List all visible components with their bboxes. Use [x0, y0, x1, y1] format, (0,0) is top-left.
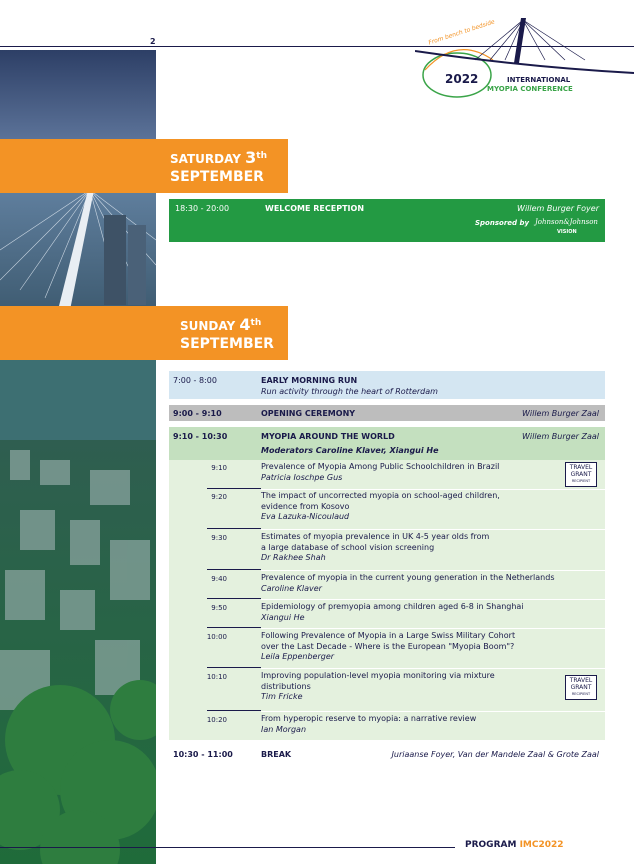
talk-speaker: Ian Morgan	[261, 724, 307, 734]
sunday-suffix: th	[250, 318, 262, 328]
talk-title: Epidemiology of premyopia among children aged 6-8 in Shanghai	[261, 602, 524, 611]
footer-imc: IMC2022	[519, 840, 564, 850]
sunday-day: SUNDAY	[180, 319, 236, 333]
sponsor-sub: VISION	[557, 229, 577, 235]
saturday-num: 3	[245, 148, 257, 167]
talk-title: The impact of uncorrected myopia on school-aged children,	[261, 491, 500, 500]
talk-speaker: Patricia Ioschpe Gus	[261, 472, 343, 482]
logo-year: 2022	[445, 72, 479, 86]
welcome-reception-row	[169, 199, 605, 242]
talk-title: From hyperopic reserve to myopia: a narrative review	[261, 714, 477, 723]
break-row	[169, 746, 605, 764]
session-title: MYOPIA AROUND THE WORLD	[261, 432, 395, 441]
break-title: BREAK	[261, 750, 292, 759]
opening-time: 9:00 - 9:10	[173, 409, 222, 418]
talk-title: Prevalence of Myopia Among Public Schoolchildren in Brazil	[261, 462, 500, 471]
session-venue: Willem Burger Zaal	[521, 432, 599, 441]
opening-title: OPENING CEREMONY	[261, 409, 356, 418]
saturday-banner	[0, 139, 288, 193]
talk-item	[169, 489, 605, 529]
talk-time: 9:40	[211, 575, 227, 583]
talk-speaker: Dr Rakhee Shah	[261, 553, 326, 562]
talk-time: 10:10	[206, 673, 227, 681]
talk-speaker: Caroline Klaver	[261, 583, 322, 593]
sponsored-label: Sponsored by	[475, 219, 530, 227]
run-title: EARLY MORNING RUN	[261, 376, 358, 385]
break-time: 10:30 - 11:00	[173, 750, 233, 759]
footer-rule	[0, 847, 455, 848]
saturday-day: SATURDAY	[170, 152, 241, 166]
session-time: 9:10 - 10:30	[173, 432, 228, 441]
logo-tagline: From bench to bedside	[427, 18, 496, 47]
opening-venue: Willem Burger Zaal	[521, 409, 599, 418]
talk-title: Following Prevalence of Myopia in a Large Swiss Military Cohort	[261, 631, 516, 640]
talk-item	[169, 668, 605, 711]
talk-title-2: evidence from Kosovo	[261, 501, 350, 511]
talk-speaker: Eva Lazuka-Nicoulaud	[261, 512, 350, 521]
logo-line2: MYOPIA CONFERENCE	[487, 85, 573, 93]
sunday-month: SEPTEMBER	[180, 336, 274, 352]
talk-title-2: a large database of school vision screening	[261, 542, 435, 552]
sponsor-logo: Johnson&Johnson	[535, 218, 598, 226]
talk-item	[169, 711, 605, 740]
footer-label	[465, 840, 564, 850]
reception-venue: Willem Burger Foyer	[517, 204, 599, 213]
session-moderators: Moderators Caroline Klaver, Xiangui He	[261, 446, 439, 455]
talk-title-2: over the Last Decade - Where is the European "Myopia Boom"?	[261, 641, 515, 651]
talk-item	[169, 460, 605, 489]
travel-grant-badge: TRAVEL GRANT RECIPIENT	[565, 462, 597, 487]
session-header-row	[169, 427, 605, 460]
logo-line1: INTERNATIONAL	[507, 76, 571, 84]
saturday-month: SEPTEMBER	[170, 169, 264, 185]
talk-title-2: distributions	[261, 681, 311, 691]
travel-grant-badge: TRAVEL GRANT RECIPIENT	[565, 675, 597, 700]
run-time: 7:00 - 8:00	[173, 376, 217, 385]
talk-time: 9:20	[211, 493, 227, 501]
early-run-row	[169, 371, 605, 399]
sunday-banner	[0, 306, 288, 360]
talk-item	[169, 529, 605, 570]
talk-title: Prevalence of myopia in the current young generation in the Netherlands	[261, 573, 555, 582]
talk-item	[169, 628, 605, 668]
reception-time: 18:30 - 20:00	[175, 204, 230, 213]
opening-ceremony-row	[169, 405, 605, 421]
talk-item	[169, 570, 605, 599]
talk-speaker: Leila Eppenberger	[261, 652, 335, 661]
talk-time: 10:00	[206, 633, 227, 641]
talk-speaker: Xiangui He	[261, 612, 305, 622]
page-number: 2	[150, 37, 156, 46]
talk-time: 9:10	[211, 464, 227, 472]
footer-program: PROGRAM	[465, 840, 517, 850]
talk-title: Estimates of myopia prevalence in UK 4-5 year olds from	[261, 532, 490, 541]
talk-time: 9:50	[211, 604, 227, 612]
conference-logo	[415, 15, 634, 100]
break-venue: Juriaanse Foyer, Van der Mandele Zaal & Grote Zaal	[391, 750, 599, 759]
talk-title: Improving population-level myopia monitoring via mixture	[261, 671, 495, 680]
talk-time: 9:30	[211, 534, 227, 542]
saturday-suffix: th	[256, 151, 268, 161]
sunday-num: 4	[239, 315, 251, 334]
reception-title: WELCOME RECEPTION	[265, 204, 365, 213]
talk-time: 10:20	[206, 716, 227, 724]
talk-item	[169, 599, 605, 628]
run-subtitle: Run activity through the heart of Rotterdam	[261, 387, 438, 396]
talk-speaker: Tim Fricke	[261, 692, 303, 701]
